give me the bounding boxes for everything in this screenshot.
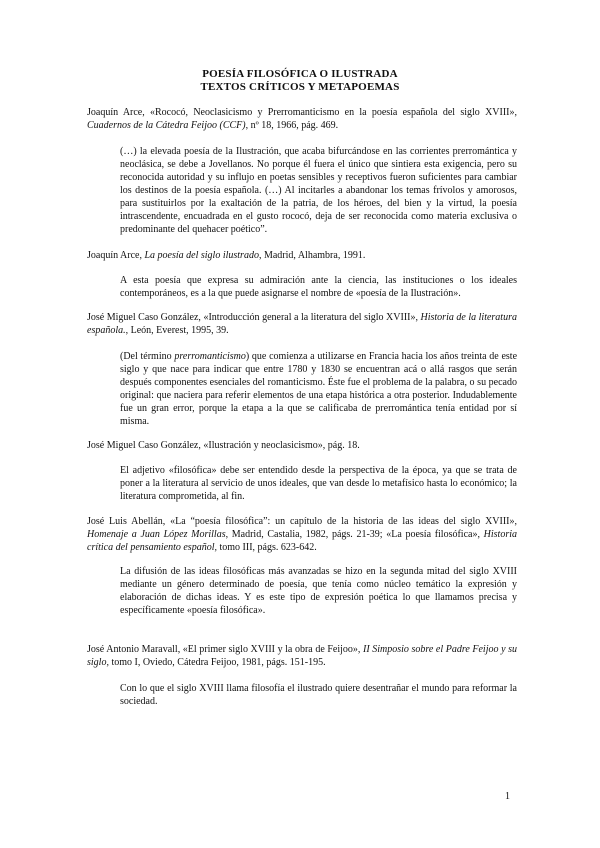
- quote-caso-ilustracion: El adjetivo «filosófica» debe ser entendido desde la perspectiva de la época, ya que se trata de poner a la literatura al servicio de unos ideales, que van desde lo metafísico hasta lo económico; la literatura comprometida, al fin.: [120, 465, 517, 502]
- citation-text: tomo III, págs. 623-642.: [216, 542, 317, 553]
- quote-text: ) que comienza a utilizarse en Francia hacia los años treinta de este siglo y que nace para indicar que entre 1780 y 1830 se encuentran acá o allá rasgos que serán después componentes esenciales del romanticismo. Éste fue el problema de la palabra, o su pecado original: que naciera para referir elementos de una etapa histórica a otra posterior. Indudablemente fue un gran error, porque la etapa a la que se calificaba de prerromántica tenía entidad por sí misma.: [120, 351, 518, 427]
- page-number: 1: [505, 791, 510, 802]
- citation-text: José Miguel Caso González, «Introducción general a la literatura del siglo XVIII»,: [87, 312, 421, 323]
- citation-text: tomo I, Oviedo, Cátedra Feijoo, 1981, págs. 151-195.: [108, 657, 326, 668]
- quote-maravall: Con lo que el siglo XVIII llama filosofía el ilustrado quiere desentrañar el mundo para reformar la sociedad.: [120, 683, 517, 707]
- citation-caso-introduccion: [87, 311, 517, 337]
- page-title-line-2: TEXTOS CRÍTICOS Y METAPOEMAS: [200, 81, 400, 93]
- citation-work-title: Historia de la literatura española.: [87, 312, 517, 336]
- citation-caso-ilustracion: [87, 439, 517, 452]
- quote-arce-1966: (…) la elevada poesía de la Ilustración, que acaba bifurcándose en las corrientes prerromántica y neoclásica, se debe a Jovellanos. No porque él fuera el único que sintiera esta exigencia, pero su reconocida autoridad y su influjo en poetas sensibles y receptivos fueron suficientes para cambiar los destinos de la poesía española. (…) Al incitarles a abandonar los temas frívolos y amorosos, para sustituirlos por la exaltación de la patria, de los héroes, del bien y la virtud, la poesía intrascendente, encuadrada en el gusto rococó, deja de ser reconocida como materia exclusiva o predominante del quehacer poético”.: [120, 146, 517, 235]
- citation-maravall: [87, 643, 517, 669]
- citation-work-title: Cuadernos de la Cátedra Feijoo (CCF): [87, 120, 246, 131]
- quote-arce-1991: A esta poesía que expresa su admiración ante la ciencia, las instituciones o los ideales contemporáneos, es a la que puede asignarse el nombre de «poesía de la Ilustración».: [120, 275, 517, 299]
- citation-abellan: [87, 515, 517, 554]
- citation-text: , Madrid, Castalia, 1982, págs. 21-39; «La poesía filosófica»,: [225, 529, 484, 540]
- citation-text: , Madrid, Alhambra, 1991.: [258, 250, 366, 261]
- citation-text: José Miguel Caso González, «Ilustración y neoclasicismo», pág. 18.: [87, 440, 360, 451]
- citation-text: , nº 18, 1966, pág. 469.: [245, 120, 339, 131]
- quote-abellan: La difusión de las ideas filosóficas más avanzadas se hizo en la segunda mitad del siglo XVIII mediante un género determinado de poesía, que tenía como núcleo temático la expresión y elaboración de dichas ideas. Y es este tipo de expresión poética lo que llamamos precisa y específicamente «poesía filosófica».: [120, 566, 517, 616]
- quote-italic-term: prerromanticismo: [174, 351, 246, 362]
- citation-text: , León, Everest, 1995, 39.: [125, 325, 229, 336]
- citation-work-title-2: Historia crítica del pensamiento español,: [87, 529, 517, 553]
- citation-work-title: II Simposio sobre el Padre Feijoo y su siglo,: [87, 644, 517, 668]
- citation-work-title: Homenaje a Juan López Morillas: [87, 529, 226, 540]
- citation-text: Joaquín Arce, «Rococó, Neoclasicismo y Prerromanticismo en la poesía española del siglo XVIII»,: [87, 107, 517, 118]
- citation-text: José Antonio Maravall, «El primer siglo XVIII y la obra de Feijoo»,: [87, 644, 363, 655]
- page-title-line-1: POESÍA FILOSÓFICA O ILUSTRADA: [202, 68, 398, 80]
- citation-text: José Luis Abellán, «La “poesía filosófica”: un capítulo de la historia de las ideas del siglo XVIII»,: [87, 516, 517, 527]
- citation-arce-1991: [87, 249, 517, 262]
- quote-caso-introduccion: [120, 350, 517, 428]
- citation-text: Joaquín Arce,: [87, 250, 145, 261]
- quote-text: (Del término: [120, 351, 175, 362]
- citation-arce-1966: [87, 106, 517, 132]
- citation-work-title: La poesía del siglo ilustrado: [144, 250, 259, 261]
